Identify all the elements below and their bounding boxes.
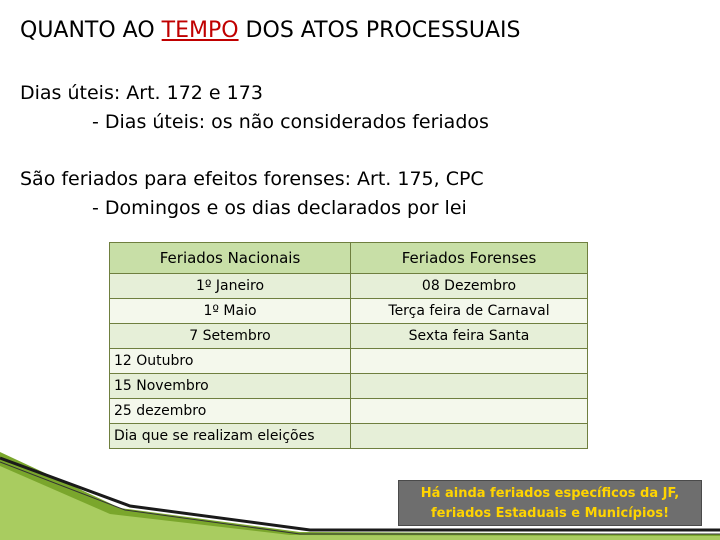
- table-row: [110, 349, 588, 374]
- table-cell: 12 Outubro: [110, 349, 351, 374]
- table-cell: Terça feira de Carnaval: [351, 299, 588, 324]
- table-cell: 1º Maio: [110, 299, 351, 324]
- holidays-table: [109, 242, 588, 449]
- title-highlight: TEMPO: [161, 18, 239, 43]
- table-cell: Dia que se realizam eleições: [110, 424, 351, 449]
- note-line-2: feriados Estaduais e Municípios!: [430, 506, 670, 521]
- table-header-row: [110, 243, 588, 274]
- table-row: [110, 324, 588, 349]
- page-title: [20, 18, 521, 43]
- table-cell: 7 Setembro: [110, 324, 351, 349]
- table-cell: Sexta feira Santa: [351, 324, 588, 349]
- table-row: [110, 399, 588, 424]
- table-row: [110, 424, 588, 449]
- table-cell: [351, 399, 588, 424]
- table-cell: 15 Novembro: [110, 374, 351, 399]
- header-court-holidays: Feriados Forenses: [351, 243, 588, 274]
- section-item-business-days: - Dias úteis: os não considerados feriados: [92, 111, 489, 133]
- table-row: [110, 274, 588, 299]
- section-heading-business-days: Dias úteis: Art. 172 e 173: [20, 82, 263, 104]
- table-row: [110, 374, 588, 399]
- table-row: [110, 299, 588, 324]
- section-heading-holidays: São feriados para efeitos forenses: Art. 175, CPC: [20, 168, 484, 190]
- table-cell: [351, 424, 588, 449]
- section-item-holidays: - Domingos e os dias declarados por lei: [92, 197, 467, 219]
- table-cell: 08 Dezembro: [351, 274, 588, 299]
- note-box: [398, 480, 702, 526]
- title-part-2: DOS ATOS PROCESSUAIS: [238, 18, 521, 43]
- note-line-1: Há ainda feriados específicos da JF,: [420, 486, 680, 501]
- table-cell: [351, 349, 588, 374]
- table-cell: [351, 374, 588, 399]
- title-part-1: QUANTO AO: [20, 18, 162, 43]
- table-cell: 1º Janeiro: [110, 274, 351, 299]
- table-cell: 25 dezembro: [110, 399, 351, 424]
- header-national-holidays: Feriados Nacionais: [110, 243, 351, 274]
